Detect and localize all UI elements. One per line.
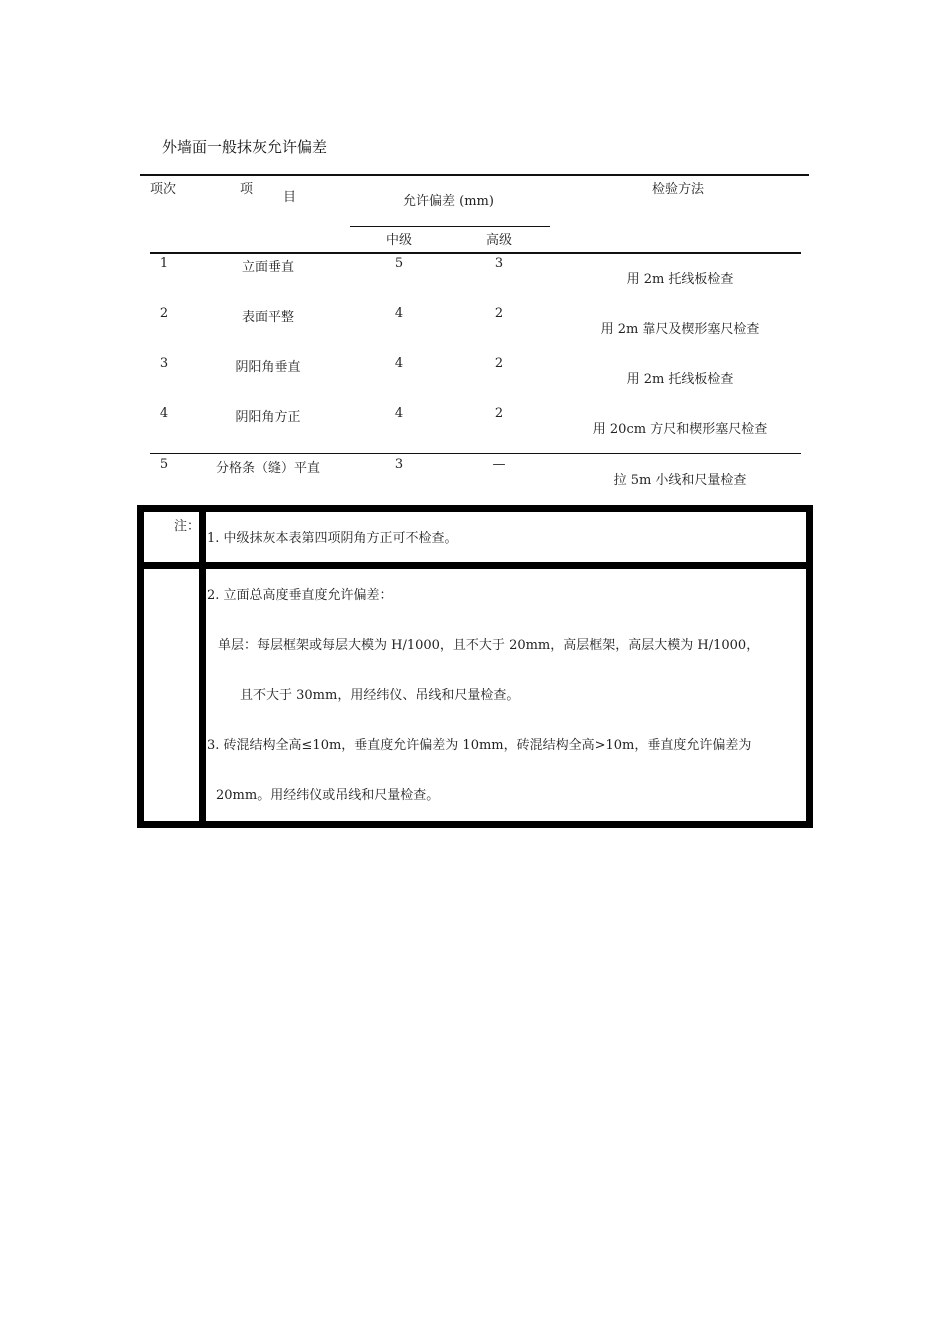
row-2-method: 用 2m 靠尺及楔形塞尺检查 [600, 322, 760, 337]
header-mid: 中级 [386, 233, 413, 248]
header-item-a: 项 [240, 182, 254, 197]
row-5-method: 拉 5m 小线和尺量检查 [613, 473, 747, 488]
row-3-item: 阴阳角垂直 [235, 360, 301, 375]
tolerance-rule [350, 226, 550, 227]
row-5-high: — [492, 457, 506, 472]
note-2-line-1: 单层：每层框架或每层大模为 H/1000，且不大于 20mm，高层框架，高层大模为 H/1000， [218, 638, 760, 653]
note-3-line-2: 20mm。用经纬仪或吊线和尺量检查。 [216, 788, 440, 803]
row-3-high: 2 [494, 356, 504, 371]
row-2-mid: 4 [394, 306, 404, 321]
row-4-mid: 4 [394, 406, 404, 421]
row-2-high: 2 [494, 306, 504, 321]
header-item-b: 目 [283, 190, 297, 205]
row-3-method: 用 2m 托线板检查 [626, 372, 734, 387]
row-5-rule [150, 453, 801, 454]
row-1-mid: 5 [394, 256, 404, 271]
row-1-high: 3 [494, 256, 504, 271]
row-2-item: 表面平整 [241, 310, 294, 325]
row-3-no: 3 [159, 356, 169, 371]
notes-row-divider [137, 562, 813, 569]
header-method: 检验方法 [652, 182, 705, 197]
row-2-no: 2 [159, 306, 169, 321]
row-4-no: 4 [159, 406, 169, 421]
header-tolerance: 允许偏差 (mm) [403, 194, 494, 209]
row-1-no: 1 [159, 256, 169, 271]
header-bottom-rule [150, 252, 801, 254]
header-index: 项次 [150, 182, 177, 197]
note-1: 1. 中级抹灰本表第四项阴角方正可不检查。 [207, 531, 458, 546]
row-4-method: 用 20cm 方尺和楔形塞尺检查 [592, 422, 768, 437]
notes-label: 注： [174, 519, 201, 534]
note-2-line-2: 且不大于 30mm，用经纬仪、吊线和尺量检查。 [240, 688, 520, 703]
row-5-no: 5 [159, 457, 169, 472]
table-top-rule [140, 174, 809, 176]
notes-column-divider [199, 505, 206, 828]
note-2: 2. 立面总高度垂直度允许偏差： [207, 588, 393, 603]
row-5-item: 分格条（缝）平直 [215, 461, 320, 476]
row-3-mid: 4 [394, 356, 404, 371]
row-1-method: 用 2m 托线板检查 [626, 272, 734, 287]
page-title: 外墙面一般抹灰允许偏差 [162, 138, 328, 156]
row-4-item: 阴阳角方正 [235, 410, 301, 425]
note-3-line-1: 3. 砖混结构全高≤10m，垂直度允许偏差为 10mm，砖混结构全高>10m，垂直度允许偏差为 [207, 738, 752, 753]
header-high: 高级 [486, 233, 513, 248]
row-4-high: 2 [494, 406, 504, 421]
row-1-item: 立面垂直 [241, 260, 294, 275]
notes-box [137, 505, 813, 828]
row-5-mid: 3 [394, 457, 404, 472]
